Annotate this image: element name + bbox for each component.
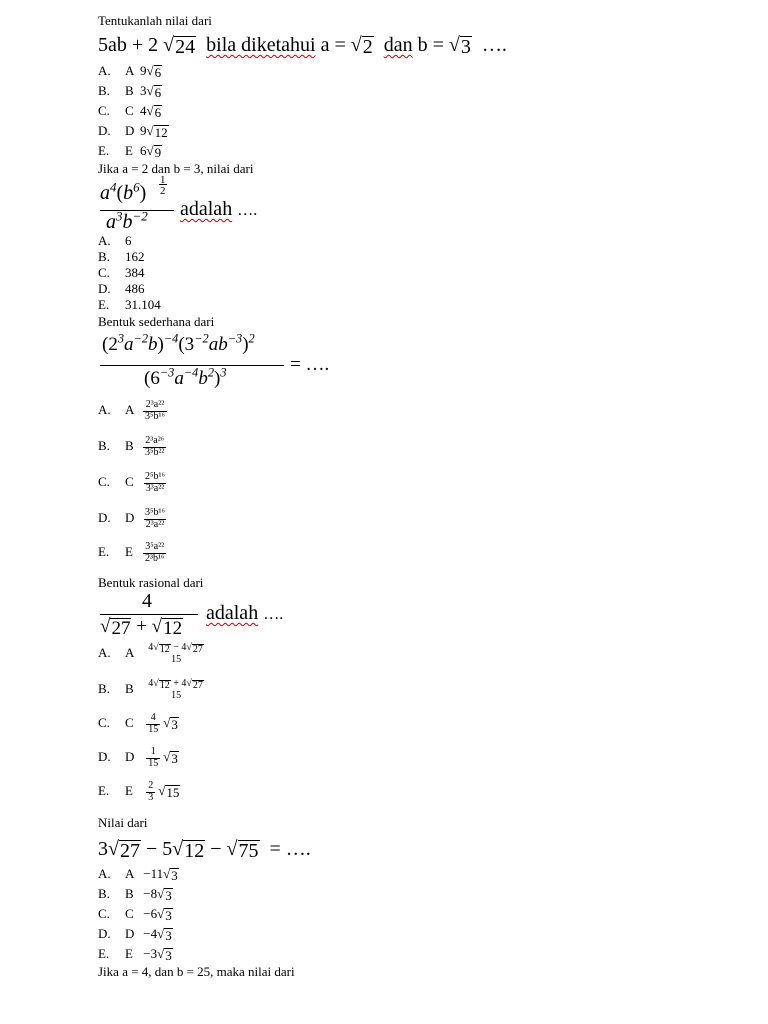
q2-denominator: $a^3b^{-2}$ [106, 208, 148, 233]
q2-intro: Jika a = 2 dan b = 3, nilai dari [98, 161, 254, 176]
q4-option-c[interactable]: C. C $\frac{4}{15}$ √ 3 [98, 712, 178, 735]
q3-option-a[interactable]: A. A $\frac{\text{2³a²²}}{\text{3⁵b¹⁶}}$ [98, 399, 165, 422]
q1-option-e[interactable]: E. E 6 √ 9 [98, 143, 162, 160]
q5-option-c[interactable]: C. C −6 √ 3 [98, 906, 172, 923]
q1-dots: …. [481, 34, 507, 56]
q3-equals-dots: = …. [290, 354, 330, 375]
q3-numerator: $(2^3a^{-2}b)^{-4}(3^{-2}ab^{-3})^2$ [102, 331, 255, 355]
q1-dan: dan [383, 34, 413, 56]
q2-option-c[interactable]: C. 384 [98, 265, 145, 280]
q2-option-b[interactable]: B. 162 [98, 249, 145, 264]
q4-numerator: 4 [142, 590, 152, 612]
q1-option-d[interactable]: D. D 9 √ 12 [98, 123, 168, 140]
q2-exponent-half: 1 2 [160, 174, 166, 197]
q2-expression [98, 176, 358, 234]
q5-option-b[interactable]: B. B −8 √ 3 [98, 886, 172, 903]
q1-a-eq: a = [320, 34, 346, 56]
q4-option-e[interactable]: E. E $\frac{2}{3}$ √ 15 [98, 780, 180, 803]
q4-fraction-bar [100, 614, 198, 615]
q4-denominator: √ 27 + √ 12 [100, 616, 183, 639]
q1-expression [98, 33, 507, 57]
q3-intro: Bentuk sederhana dari [98, 314, 215, 329]
q4-adalah: adalah …. [206, 602, 284, 624]
q3-option-d[interactable]: D. D $\frac{\text{3⁵b¹⁶}}{\text{2³a²²}}$ [98, 507, 165, 530]
q4-option-b[interactable]: B. B 4 √ 12 + 4 √ 27 15 [98, 678, 203, 701]
q1-b-eq: b = [417, 34, 444, 56]
q5-expression: 3 √ 27 − 5 √ 12 − √ 75 = …. [98, 838, 311, 862]
q5-option-d[interactable]: D. D −4 √ 3 [98, 926, 172, 943]
q2-numerator: $a^4(b^6)$ [100, 179, 147, 204]
q2-option-a[interactable]: A. 6 [98, 233, 132, 248]
q5-intro: Nilai dari [98, 815, 148, 830]
q5-option-e[interactable]: E. E −3 √ 3 [98, 946, 172, 963]
q3-denominator: $(6^{-3}a^{-4}b^2)^3$ [144, 365, 227, 389]
q1-sqrt-2: √ 2 [350, 34, 373, 58]
q1-option-b[interactable]: B. B 3 √ 6 [98, 83, 162, 100]
q1-intro: Tentukanlah nilai dari [98, 13, 212, 28]
q1-sqrt-24: √ 24 [163, 34, 196, 58]
q1-sqrt-3: √ 3 [448, 34, 471, 58]
q3-expression [98, 331, 398, 398]
q2-adalah: adalah …. [180, 198, 258, 220]
q5-option-a[interactable]: A. A −11 √ 3 [98, 866, 178, 883]
q4-option-d[interactable]: D. D $\frac{1}{15}$ √ 3 [98, 746, 178, 769]
q4-intro: Bentuk rasional dari [98, 575, 204, 590]
q4-expression [98, 590, 358, 640]
q1-option-a[interactable]: A. A 9 √ 6 [98, 63, 162, 80]
q4-option-a[interactable]: A. A 4 √ 12 − 4 √ 27 15 [98, 642, 203, 665]
q3-option-e[interactable]: E. E $\frac{\text{3⁵a²²}}{\text{2³b¹⁶}}$ [98, 541, 165, 564]
q1-option-c[interactable]: C. C 4 √ 6 [98, 103, 162, 120]
q2-option-d[interactable]: D. 486 [98, 281, 145, 296]
q3-option-b[interactable]: B. B $\frac{\text{2³a²⁶}}{\text{3⁵b²²}}$ [98, 435, 165, 458]
q1-expr-term: 5ab + 2 [98, 34, 159, 56]
q3-option-c[interactable]: C. C $\frac{\text{2⁵b¹⁶}}{\text{3³a²²}}$ [98, 471, 165, 494]
q1-bila-diketahui: bila diketahui [206, 34, 316, 56]
q6-intro: Jika a = 4, dan b = 25, maka nilai dari [98, 964, 295, 979]
q2-option-e[interactable]: E. 31.104 [98, 297, 161, 312]
